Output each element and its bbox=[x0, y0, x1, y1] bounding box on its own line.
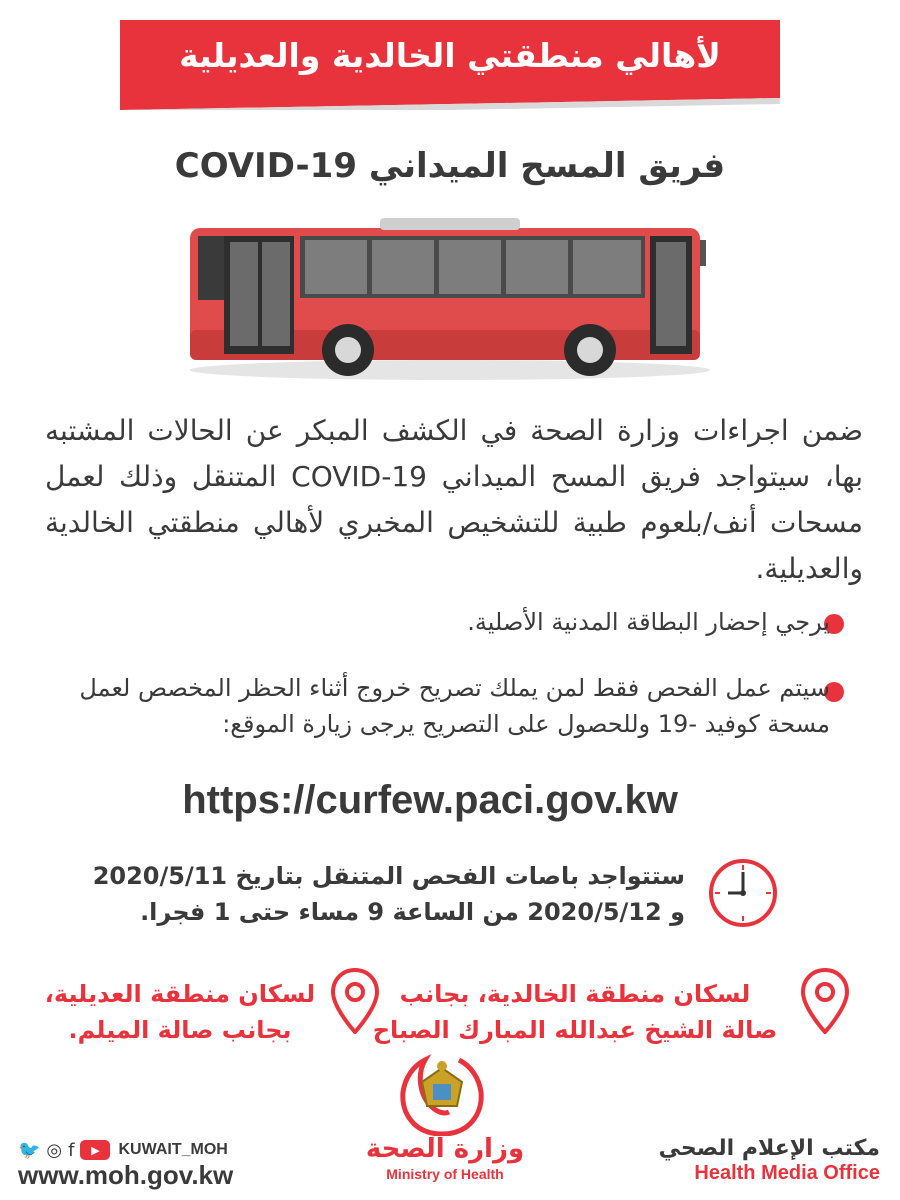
bullet-permit: سيتم عمل الفحص فقط لمن يملك تصريح خروج أثناء الحظر المخصص لعمل مسحة كوفيد -19 وللحصول على التصريح يرجى زيارة الموقع: bbox=[79, 674, 830, 738]
location-khaldiya bbox=[355, 976, 795, 1048]
schedule-line-2: و 2020/5/12 من الساعة 9 مساء حتى 1 فجرا. bbox=[140, 898, 685, 926]
location-pin-icon bbox=[800, 968, 850, 1034]
schedule bbox=[85, 858, 685, 930]
youtube-icon[interactable]: ▶ bbox=[80, 1140, 110, 1160]
intro-paragraph: ضمن اجراءات وزارة الصحة في الكشف المبكر عن الحالات المشتبه بها، سيتواجد فريق المسح الميداني COVID-19 المتنقل وذلك لعمل مسحات أنف/بلعوم طبية للتشخيص المخبري لأهالي منطقتي الخالدية والعديلية. bbox=[45, 414, 863, 585]
ministry-name-en: Ministry of Health bbox=[386, 1166, 504, 1182]
location-adailiya bbox=[30, 976, 330, 1048]
website-link[interactable]: www.moh.gov.kw bbox=[18, 1160, 234, 1190]
twitter-icon[interactable]: 🐦 bbox=[18, 1139, 41, 1161]
ministry-emblem-icon bbox=[397, 1052, 487, 1136]
social-handle: KUWAIT_MOH bbox=[118, 1141, 228, 1158]
office-name-ar: مكتب الإعلام الصحي bbox=[658, 1136, 880, 1161]
clock-icon bbox=[708, 858, 778, 928]
location-adailiya-line-1: لسكان منطقة العديلية، bbox=[44, 980, 316, 1008]
facebook-icon[interactable]: f bbox=[68, 1139, 75, 1161]
bus-illustration bbox=[180, 210, 725, 385]
permit-link[interactable]: https://curfew.paci.gov.kw bbox=[182, 778, 678, 822]
ministry-name-ar: وزارة الصحة bbox=[365, 1134, 525, 1164]
location-khaldiya-line-2: صالة الشيخ عبدالله المبارك الصباح bbox=[372, 1016, 778, 1044]
location-pin-icon bbox=[330, 968, 380, 1034]
page-subtitle: فريق المسح الميداني COVID-19 bbox=[174, 146, 726, 186]
location-khaldiya-line-1: لسكان منطقة الخالدية، بجانب bbox=[399, 980, 751, 1008]
location-adailiya-line-2: بجانب صالة الميلم. bbox=[68, 1016, 292, 1044]
bullet-civil-id: يرجي إحضار البطاقة المدنية الأصلية. bbox=[467, 608, 830, 636]
header-title: لأهالي منطقتي الخالدية والعديلية bbox=[179, 36, 721, 75]
office-name-en: Health Media Office bbox=[694, 1162, 880, 1184]
social-links bbox=[18, 1138, 228, 1162]
schedule-line-1: ستتواجد باصات الفحص المتنقل بتاريخ 2020/5/11 bbox=[92, 862, 685, 890]
instagram-icon[interactable]: ◎ bbox=[46, 1139, 63, 1161]
